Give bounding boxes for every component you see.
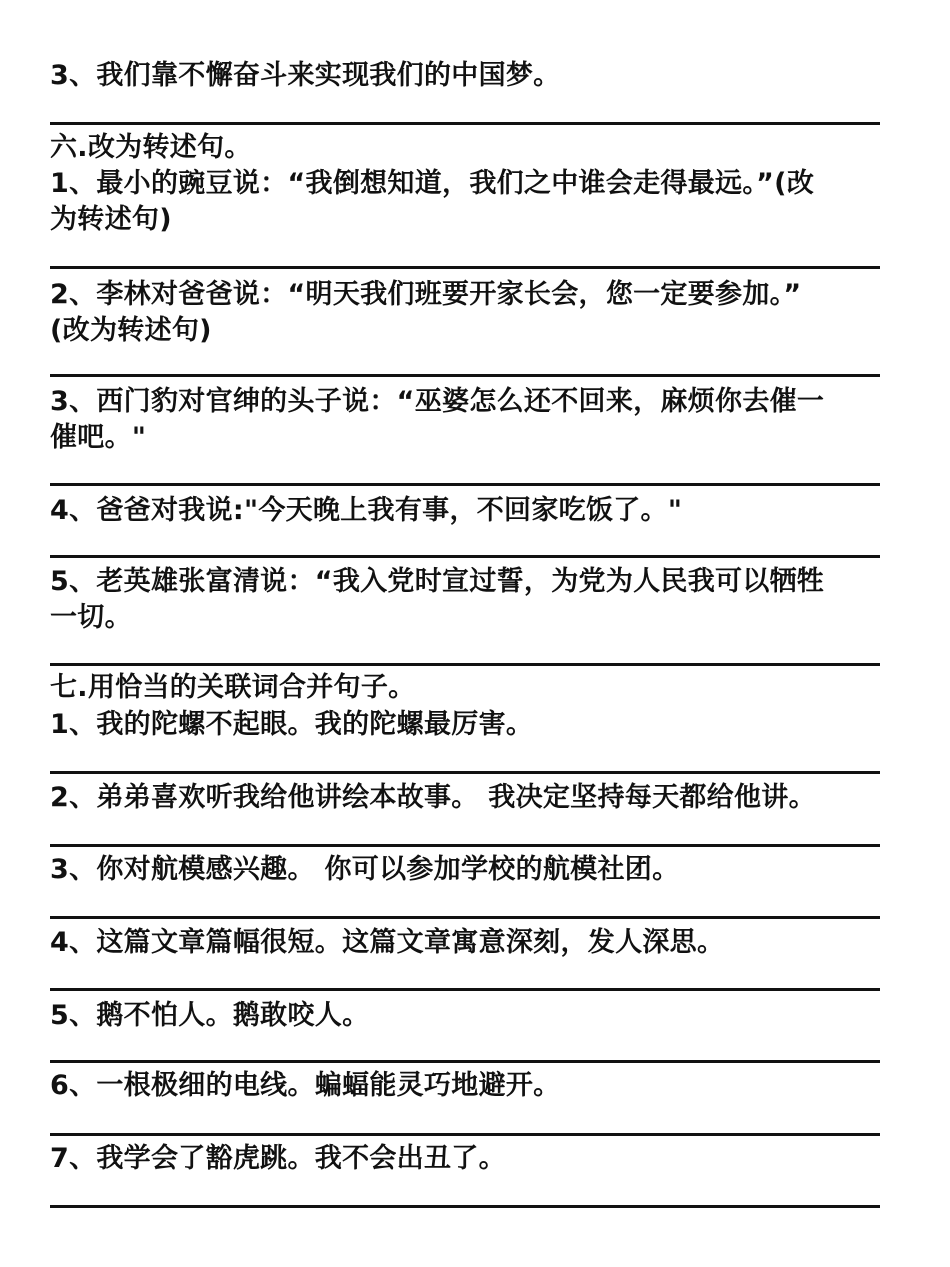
six-question-5-line-1: 5、老英雄张富清说：“我入党时宣过誓，为党为人民我可以牺牲	[50, 566, 825, 597]
six-question-1-line-2: 为转述句)	[50, 204, 172, 235]
section-six-title: 六.改为转述句。	[50, 132, 252, 163]
answer-line	[50, 1060, 880, 1063]
six-question-2-line-2: (改为转述句)	[50, 315, 212, 346]
section-seven-title: 七.用恰当的关联词合并句子。	[50, 672, 416, 703]
six-question-4: 4、爸爸对我说:"今天晚上我有事，不回家吃饭了。"	[50, 495, 683, 526]
six-question-1-line-1: 1、最小的豌豆说：“我倒想知道，我们之中谁会走得最远。”(改	[50, 168, 815, 199]
answer-line	[50, 1205, 880, 1208]
seven-question-5: 5、鹅不怕人。鹅敢咬人。	[50, 1000, 370, 1031]
seven-question-2: 2、弟弟喜欢听我给他讲绘本故事。 我决定坚持每天都给他讲。	[50, 782, 816, 813]
answer-line	[50, 374, 880, 377]
seven-question-4: 4、这篇文章篇幅很短。这篇文章寓意深刻，发人深思。	[50, 927, 725, 958]
seven-question-3: 3、你对航模感兴趣。 你可以参加学校的航模社团。	[50, 854, 680, 885]
answer-line	[50, 663, 880, 666]
answer-line	[50, 266, 880, 269]
answer-line	[50, 771, 880, 774]
six-question-3-line-1: 3、西门豹对官绅的头子说：“巫婆怎么还不回来，麻烦你去催一	[50, 386, 825, 417]
seven-question-7: 7、我学会了豁虎跳。我不会出丑了。	[50, 1143, 506, 1174]
answer-line	[50, 483, 880, 486]
answer-line	[50, 916, 880, 919]
answer-line	[50, 988, 880, 991]
six-question-5-line-2: 一切。	[50, 602, 132, 633]
seven-question-6: 6、一根极细的电线。蝙蝠能灵巧地避开。	[50, 1070, 561, 1101]
answer-line	[50, 555, 880, 558]
seven-question-1: 1、我的陀螺不起眼。我的陀螺最厉害。	[50, 709, 534, 740]
prev-item-3: 3、我们靠不懈奋斗来实现我们的中国梦。	[50, 60, 561, 91]
answer-line	[50, 122, 880, 125]
six-question-2-line-1: 2、李林对爸爸说：“明天我们班要开家长会，您一定要参加。”	[50, 279, 802, 310]
answer-line	[50, 1133, 880, 1136]
six-question-3-line-2: 催吧。"	[50, 422, 147, 453]
answer-line	[50, 844, 880, 847]
